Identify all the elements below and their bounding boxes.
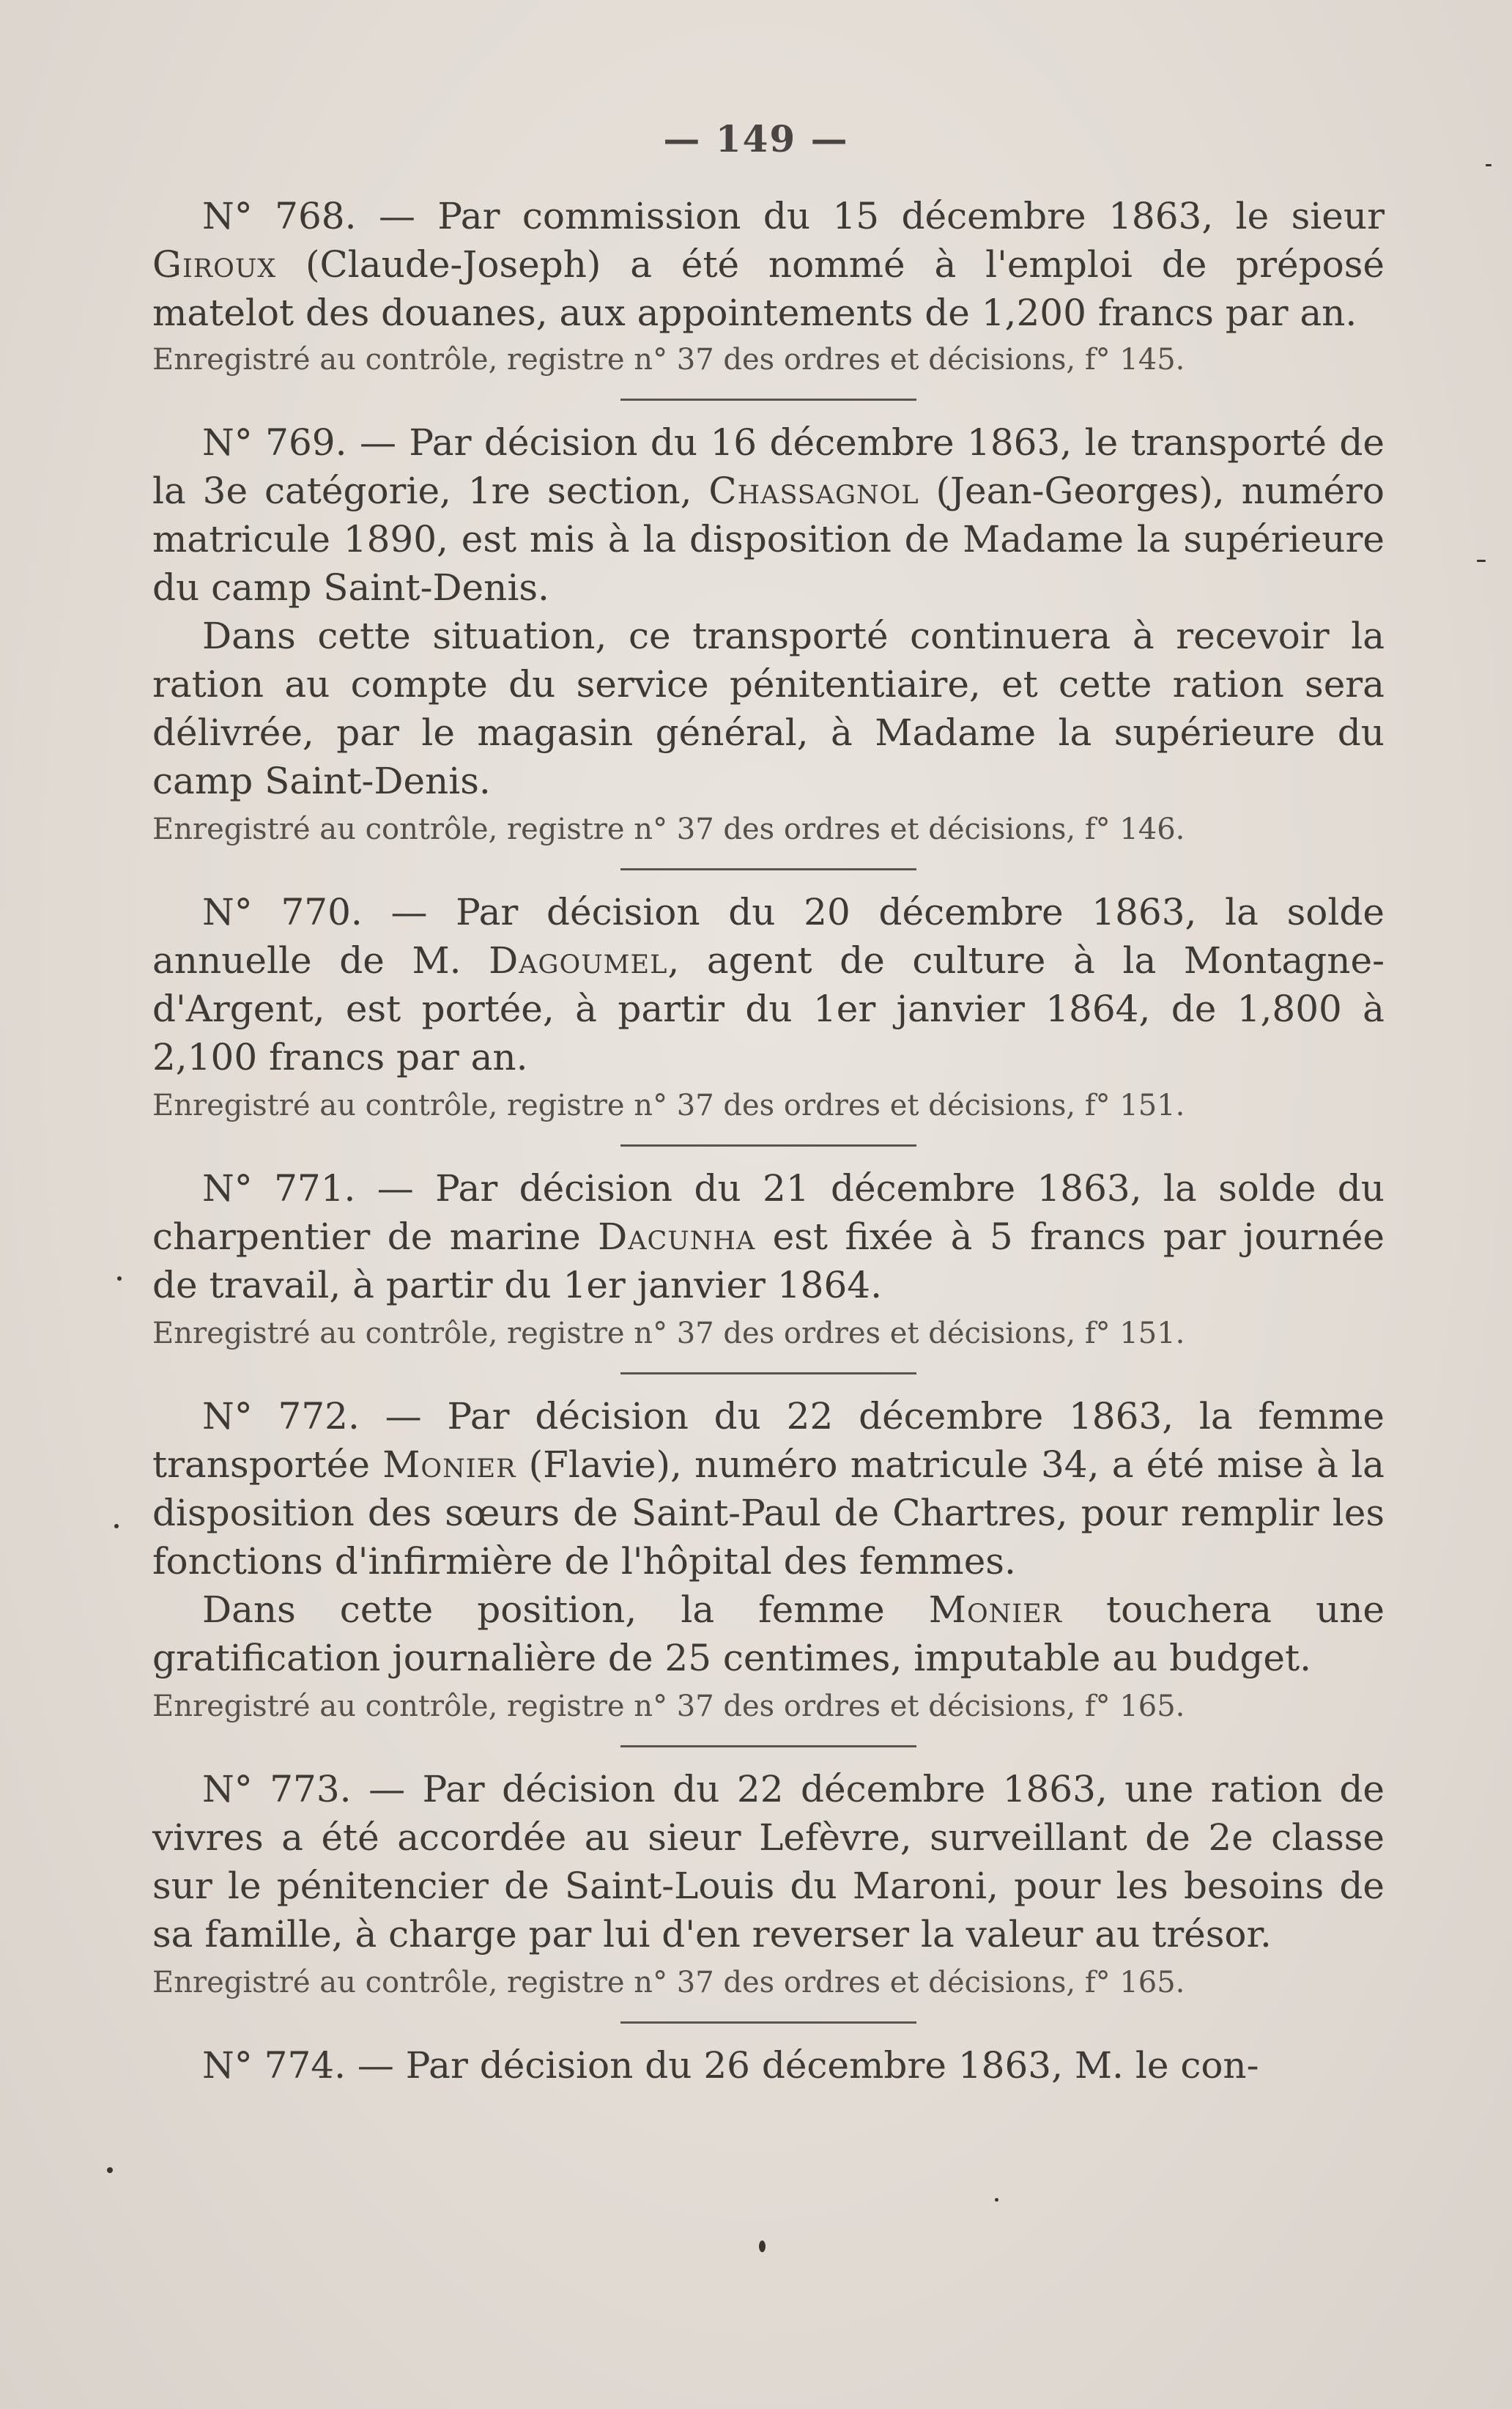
paper-speck	[114, 1524, 119, 1528]
entry-number: N° 774.	[202, 2044, 346, 2087]
registry-line: Enregistré au contrôle, registre n° 37 des ordres et décisions, f° 151.	[152, 1317, 1185, 1350]
entry-772	[152, 1392, 1385, 1729]
paper-speck	[1486, 164, 1491, 166]
entry-number: N° 769.	[202, 421, 347, 464]
registry-line: Enregistré au contrôle, registre n° 37 des ordres et décisions, f° 165.	[152, 1966, 1185, 1999]
entry-text: — Par décision du 20 décembre 1863, la solde annuelle de M.	[152, 891, 1385, 982]
paper-speck	[995, 2198, 998, 2202]
entry-paragraph	[152, 2041, 1385, 2090]
entry-paragraph-2: Dans cette situation, ce transporté continuera à recevoir la ration au compte du service pénitentiaire, et cette ration sera délivrée, par le magasin général, à Madame la supérieure du camp Saint-Denis.	[152, 615, 1385, 802]
person-name: Monier	[928, 1588, 1062, 1631]
registry-line: Enregistré au contrôle, registre n° 37 des ordres et décisions, f° 145.	[152, 343, 1185, 377]
separator-rule	[620, 1745, 916, 1747]
entry-number: N° 770.	[202, 891, 363, 933]
entry-number: N° 772.	[202, 1395, 360, 1437]
paper-speck	[1477, 560, 1486, 562]
entry-768	[152, 192, 1385, 382]
entry-number: N° 768.	[202, 195, 357, 237]
entry-770	[152, 888, 1385, 1128]
entry-paragraph-2	[152, 1585, 1385, 1682]
entry-text: (Claude-Joseph) a été nommé à l'emploi de préposé matelot des douanes, aux appointements de 1,200 francs par an.	[152, 243, 1385, 334]
registry-line: Enregistré au contrôle, registre n° 37 des ordres et décisions, f° 146.	[152, 813, 1185, 846]
entry-number: N° 773.	[202, 1768, 352, 1810]
entry-paragraph	[152, 888, 1385, 1081]
person-name: Monier	[382, 1443, 516, 1486]
page-number: — 149 —	[663, 117, 849, 160]
entry-paragraph	[152, 418, 1385, 612]
entry-text: Dans cette position, la femme	[202, 1588, 929, 1631]
entry-paragraph	[152, 192, 1385, 337]
entry-773	[152, 1765, 1385, 2005]
entry-text: (Jean-Georges), numéro matricule 1890, est mis à la disposition de Madame la supérieure du camp Saint-Denis.	[152, 470, 1385, 609]
entry-text: , agent de culture à la Montagne-d'Argent, est portée, à partir du 1er janvier 1864, de 1,800 à 2,100 francs par an.	[152, 939, 1385, 1078]
entry-text: est fixée à 5 francs par journée de travail, à partir du 1er janvier 1864.	[152, 1215, 1385, 1306]
entry-769	[152, 418, 1385, 852]
person-name: Dagoumel	[489, 939, 668, 982]
entry-text: — Par commission du 15 décembre 1863, le sieur	[356, 195, 1385, 237]
paper-speck	[759, 2240, 766, 2252]
entry-text: — Par décision du 21 décembre 1863, la solde du charpentier de marine	[152, 1167, 1385, 1258]
entry-771	[152, 1164, 1385, 1356]
registry-line: Enregistré au contrôle, registre n° 37 des ordres et décisions, f° 151.	[152, 1089, 1185, 1122]
paper-speck	[117, 1276, 122, 1281]
entry-text: — Par décision du 16 décembre 1863, le transporté de la 3e catégorie, 1re section,	[152, 421, 1385, 512]
entry-text: — Par décision du 22 décembre 1863, la femme transportée	[152, 1395, 1385, 1486]
entry-774	[152, 2041, 1385, 2090]
separator-rule	[620, 2021, 916, 2024]
person-name: Chassagnol	[708, 470, 919, 512]
entry-text: touchera une gratification journalière de 25 centimes, imputable au budget.	[152, 1588, 1385, 1679]
person-name: Dacunha	[598, 1215, 756, 1258]
separator-rule	[620, 399, 916, 401]
paper-speck	[107, 2167, 113, 2173]
registry-line: Enregistré au contrôle, registre n° 37 des ordres et décisions, f° 165.	[152, 1690, 1185, 1723]
entry-text: (Flavie), numéro matricule 34, a été mise à la disposition des sœurs de Saint-Paul de Chartres, pour remplir les fonctions d'infirmière de l'hôpital des femmes.	[152, 1443, 1385, 1583]
text-column	[152, 192, 1385, 2090]
entry-paragraph	[152, 1392, 1385, 1585]
person-name: Giroux	[152, 243, 277, 286]
entry-text: — Par décision du 22 décembre 1863, une ration de vivres a été accordée au sieur Lefèvre, surveillant de 2e classe sur le pénitencier de Saint-Louis du Maroni, pour les besoins de sa famille, à charge par lui d'en reverser la valeur au trésor.	[152, 1768, 1385, 1955]
separator-rule	[620, 1372, 916, 1374]
entry-text: — Par décision du 26 décembre 1863, M. le con-	[345, 2044, 1259, 2087]
entry-number: N° 771.	[202, 1167, 356, 1210]
separator-rule	[620, 1144, 916, 1147]
separator-rule	[620, 868, 916, 870]
entry-paragraph	[152, 1765, 1385, 1958]
entry-paragraph	[152, 1164, 1385, 1309]
